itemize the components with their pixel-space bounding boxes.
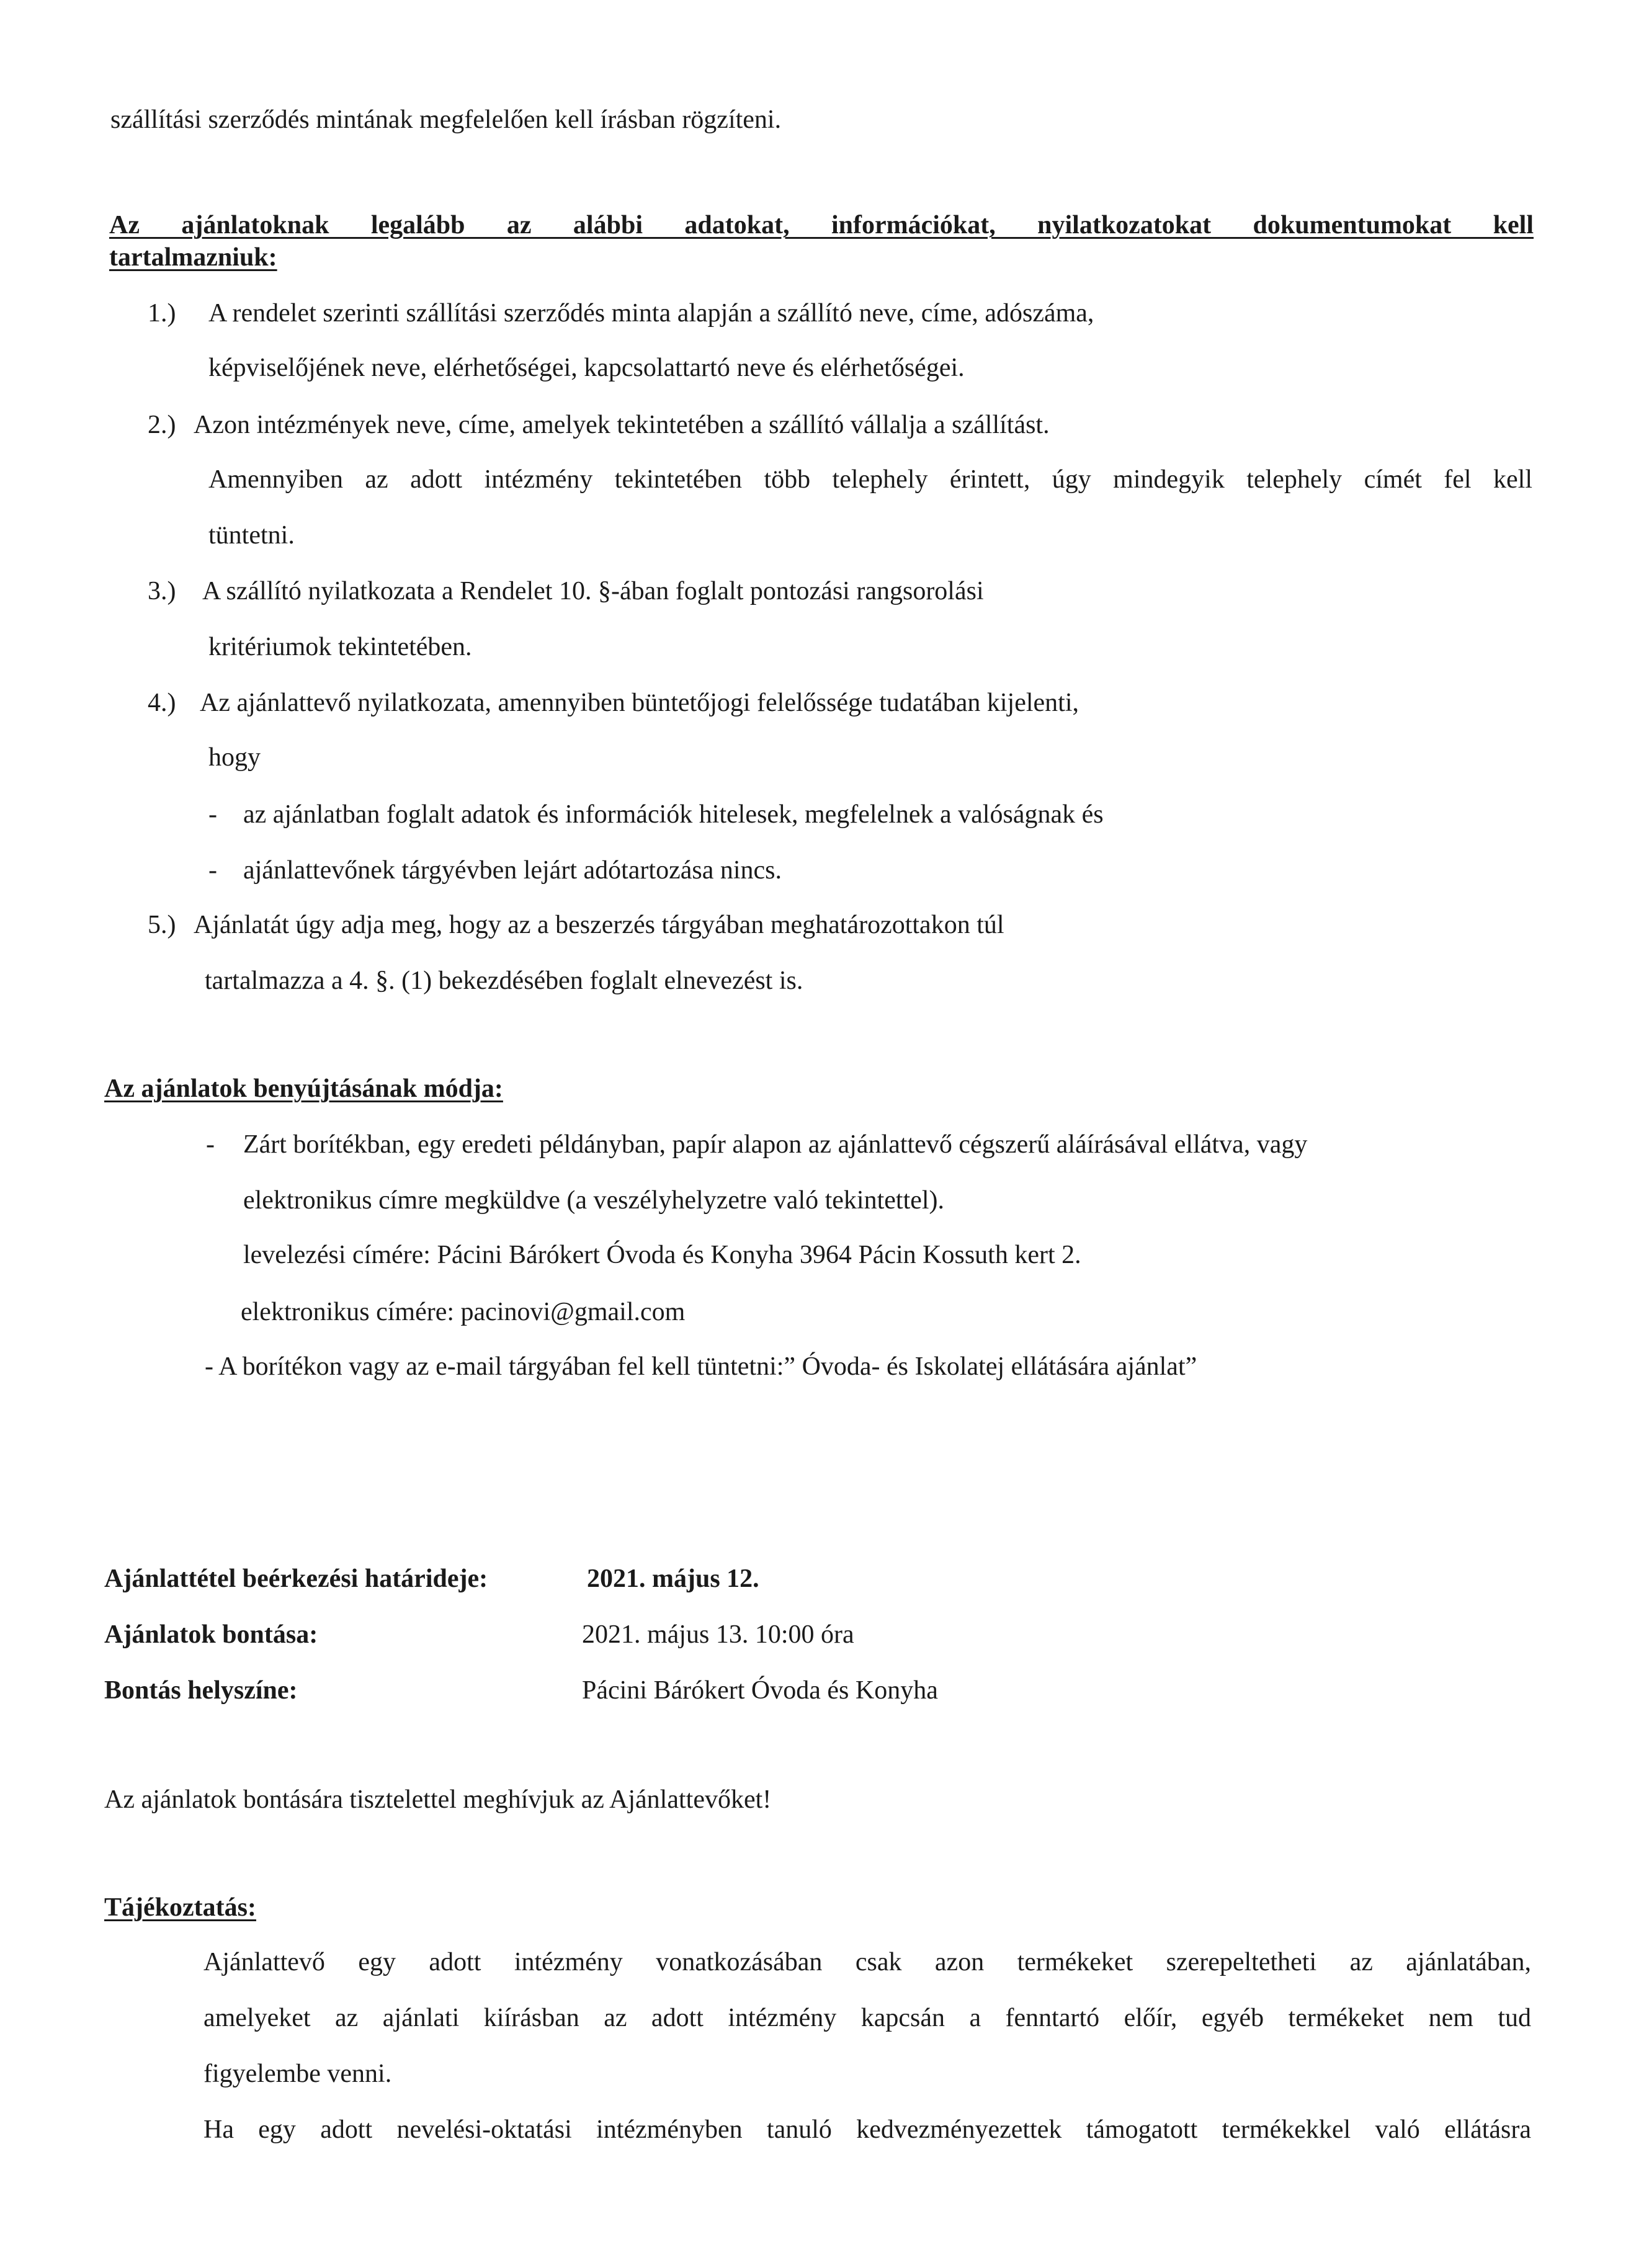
schedule-value: 2021. május 13. 10:00 óra bbox=[582, 1620, 854, 1649]
email-address: elektronikus címére: pacinovi@gmail.com bbox=[241, 1298, 686, 1326]
item-text: Az ajánlattevő nyilatkozata, amennyiben büntetőjogi felelőssége tudatában kijelenti, bbox=[200, 689, 1079, 717]
intro-line: szállítási szerződés mintának megfelelően kell írásban rögzíteni. bbox=[110, 105, 782, 134]
item-text: A szállító nyilatkozata a Rendelet 10. §-ában foglalt pontozási rangsorolási bbox=[202, 577, 984, 605]
info-text: amelyeket az ajánlati kiírásban az adott intézmény kapcsán a fenntartó előír, egyéb termékeket nem tud bbox=[203, 2004, 1531, 2032]
item-text: hogy bbox=[208, 743, 261, 772]
invitation-line: Az ajánlatok bontására tisztelettel meghívjuk az Ajánlattevőket! bbox=[104, 1785, 772, 1814]
item-text: kritériumok tekintetében. bbox=[208, 633, 472, 661]
item-number: 4.) bbox=[148, 689, 176, 717]
item-text: tüntetni. bbox=[208, 521, 295, 550]
item-number: 5.) bbox=[148, 911, 176, 939]
envelope-note: - A borítékon vagy az e-mail tárgyában fel kell tüntetni:” Óvoda- és Iskolatej ellátására ajánlat” bbox=[205, 1352, 1197, 1381]
schedule-label: Ajánlatok bontása: bbox=[104, 1620, 318, 1649]
item-text: Azon intézmények neve, címe, amelyek tekintetében a szállító vállalja a szállítást. bbox=[194, 411, 1050, 439]
schedule-label: Bontás helyszíne: bbox=[104, 1676, 298, 1705]
submission-text: elektronikus címre megküldve (a veszélyhelyzetre való tekintettel). bbox=[243, 1186, 945, 1215]
bullet-text: ajánlattevőnek tárgyévben lejárt adótartozása nincs. bbox=[243, 856, 782, 885]
item-text: Amennyiben az adott intézmény tekintetében több telephely érintett, úgy mindegyik telephely címét fel kell bbox=[208, 465, 1532, 494]
info-text: figyelembe venni. bbox=[203, 2060, 392, 2088]
bullet-dash: - bbox=[208, 856, 217, 885]
submission-heading: Az ajánlatok benyújtásának módja: bbox=[104, 1074, 503, 1103]
requirements-heading-cont: tartalmazniuk: bbox=[109, 243, 277, 272]
item-text: Ajánlatát úgy adja meg, hogy az a beszerzés tárgyában meghatározottakon túl bbox=[194, 911, 1004, 939]
info-text: Ha egy adott nevelési-oktatási intézményben tanuló kedvezményezettek támogatott termékekkel való ellátásra bbox=[203, 2115, 1531, 2144]
schedule-value: Pácini Bárókert Óvoda és Konyha bbox=[582, 1676, 938, 1705]
bullet-dash: - bbox=[208, 800, 217, 829]
info-heading: Tájékoztatás: bbox=[104, 1893, 256, 1922]
bullet-text: az ajánlatban foglalt adatok és információk hitelesek, megfelelnek a valóságnak és bbox=[243, 800, 1104, 829]
item-number: 3.) bbox=[148, 577, 176, 605]
item-number: 2.) bbox=[148, 411, 176, 439]
postal-address: levelezési címére: Pácini Bárókert Óvoda és Konyha 3964 Pácin Kossuth kert 2. bbox=[243, 1241, 1081, 1269]
submission-dash: - bbox=[206, 1130, 215, 1159]
item-text: tartalmazza a 4. §. (1) bekezdésében foglalt elnevezést is. bbox=[205, 967, 803, 995]
submission-text: Zárt borítékban, egy eredeti példányban, papír alapon az ajánlattevő cégszerű aláírásával ellátva, vagy bbox=[243, 1130, 1308, 1159]
item-number: 1.) bbox=[148, 299, 176, 328]
item-text: A rendelet szerinti szállítási szerződés minta alapján a szállító neve, címe, adószáma, bbox=[208, 299, 1094, 328]
schedule-value: 2021. május 12. bbox=[587, 1565, 759, 1593]
schedule-label: Ajánlattétel beérkezési határideje: bbox=[104, 1565, 488, 1593]
item-text: képviselőjének neve, elérhetőségei, kapcsolattartó neve és elérhetőségei. bbox=[208, 354, 965, 382]
requirements-heading: Az ajánlatoknak legalább az alábbi adatokat, információkat, nyilatkozatokat dokumentumokat kell bbox=[109, 211, 1534, 239]
info-text: Ajánlattevő egy adott intézmény vonatkozásában csak azon termékeket szerepeltetheti az ajánlatában, bbox=[203, 1948, 1531, 1976]
